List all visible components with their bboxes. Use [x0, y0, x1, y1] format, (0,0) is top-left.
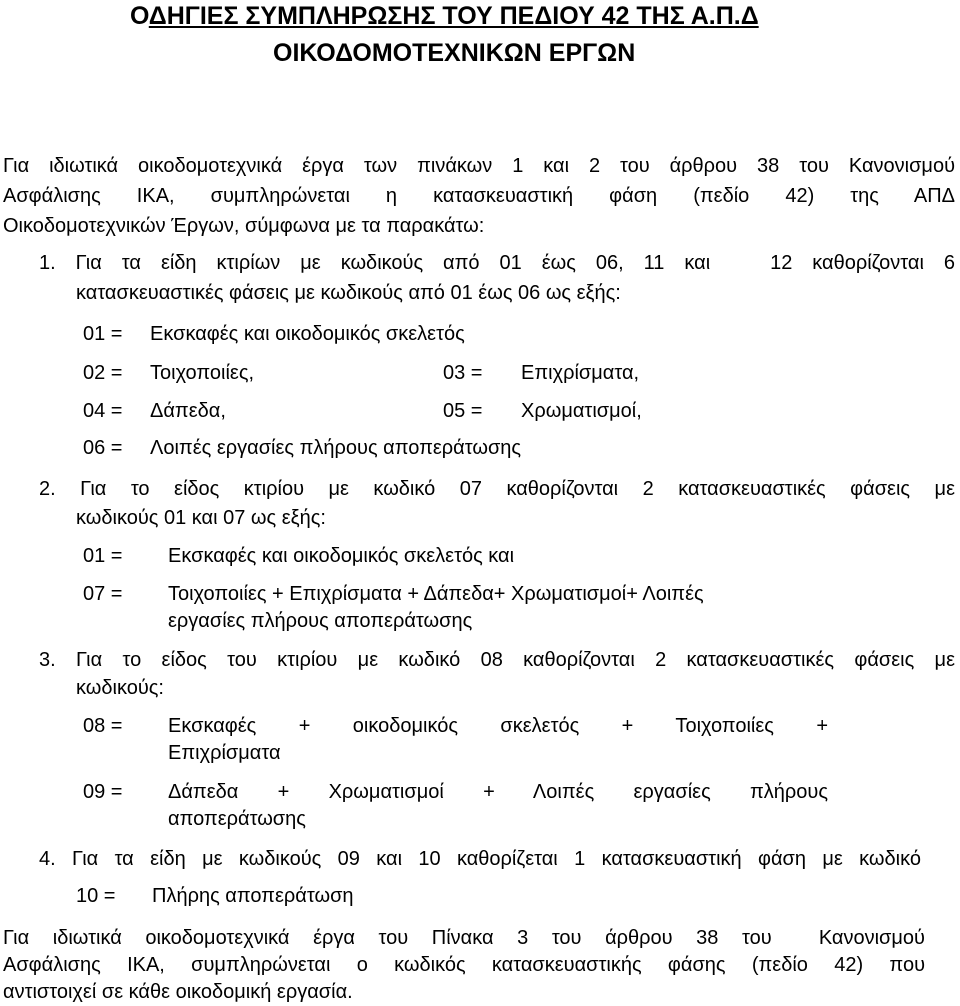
item2-text-01: Εκσκαφές και οικοδομικός σκελετός και — [168, 545, 515, 567]
item3-text-08: Εκσκαφές + οικοδομικός σκελετός + Τοιχοποιίες + — [168, 715, 828, 737]
title-underlined-text: ΔΗΓΙΕΣ ΣΥΜΠΛΗΡΩΣΗΣ ΤΟΥ ΠΕΔΙΟΥ 42 ΤΗΣ Α.Π.Δ — [148, 2, 759, 30]
item1-text-06: Λοιπές εργασίες πλήρους αποπεράτωσης — [150, 437, 522, 459]
item4-text-10: Πλήρης αποπεράτωση — [152, 885, 354, 907]
item4-line-1: 4. Για τα είδη με κωδικούς 09 και 10 καθορίζεται 1 κατασκευαστική φάση με κωδικό — [39, 848, 921, 870]
item1-text-03: Επιχρίσματα, — [521, 362, 640, 384]
closing-line-1: Για ιδιωτικά οικοδομοτεχνικά έργα του Πίνακα 3 του άρθρου 38 του Κανονισμού — [3, 927, 925, 949]
document-title-line1 — [130, 2, 759, 30]
item1-text-04: Δάπεδα, — [150, 400, 226, 422]
intro-line-2: Ασφάλισης ΙΚΑ, συμπληρώνεται η κατασκευαστική φάση (πεδίο 42) της ΑΠΔ — [3, 185, 955, 207]
intro-line-1: Για ιδιωτικά οικοδομοτεχνικά έργα των πινάκων 1 και 2 του άρθρου 38 του Κανονισμού — [3, 155, 955, 177]
item1-code-06: 06 = — [83, 437, 123, 459]
item3-text-09: Δάπεδα + Χρωματισμοί + Λοιπές εργασίες πλήρους — [168, 781, 828, 803]
closing-line-3: αντιστοιχεί σε κάθε οικοδομική εργασία. — [3, 981, 353, 1003]
item3-line-1: 3. Για το είδος του κτιρίου με κωδικό 08 καθορίζονται 2 κατασκευαστικές φάσεις με — [39, 649, 955, 671]
item2-code-01: 01 = — [83, 545, 123, 567]
item4-code-10: 10 = — [76, 885, 116, 907]
intro-line-3: Οικοδομοτεχνικών Έργων, σύμφωνα με τα παρακάτω: — [3, 215, 485, 237]
item1-text-01: Εκσκαφές και οικοδομικός σκελετός — [150, 323, 465, 345]
document-title-line2: ΟΙΚΟΔΟΜΟΤΕΧΝΙΚΩΝ ΕΡΓΩΝ — [273, 39, 636, 67]
item1-code-03: 03 = — [443, 362, 483, 384]
item1-line-2: κατασκευαστικές φάσεις με κωδικούς από 01 έως 06 ως εξής: — [76, 282, 621, 304]
title-first-letter: Ο — [130, 2, 149, 30]
item2-text-07-cont: εργασίες πλήρους αποπεράτωσης — [168, 610, 473, 632]
item2-line-1: 2. Για το είδος κτιρίου με κωδικό 07 καθορίζονται 2 κατασκευαστικές φάσεις με — [39, 478, 955, 500]
item3-code-09: 09 = — [83, 781, 123, 803]
item2-code-07: 07 = — [83, 583, 123, 605]
item1-code-04: 04 = — [83, 400, 123, 422]
item1-code-01: 01 = — [83, 323, 123, 345]
item3-code-08: 08 = — [83, 715, 123, 737]
item1-line-1: 1. Για τα είδη κτιρίων με κωδικούς από 01 έως 06, 11 και 12 καθορίζονται 6 — [39, 252, 955, 274]
item3-text-09-cont: αποπεράτωσης — [168, 808, 306, 830]
item2-text-07: Τοιχοποιίες + Επιχρίσματα + Δάπεδα+ Χρωματισμοί+ Λοιπές — [168, 583, 704, 605]
item1-text-05: Χρωματισμοί, — [521, 400, 642, 422]
item2-line-2: κωδικούς 01 και 07 ως εξής: — [76, 507, 326, 529]
item3-line-2: κωδικούς: — [76, 677, 164, 699]
closing-line-2: Ασφάλισης ΙΚΑ, συμπληρώνεται ο κωδικός κατασκευαστικής φάσης (πεδίο 42) που — [3, 954, 925, 976]
item1-code-05: 05 = — [443, 400, 483, 422]
item1-code-02: 02 = — [83, 362, 123, 384]
item1-text-02: Τοιχοποιίες, — [150, 362, 255, 384]
item3-text-08-cont: Επιχρίσματα — [168, 742, 281, 764]
